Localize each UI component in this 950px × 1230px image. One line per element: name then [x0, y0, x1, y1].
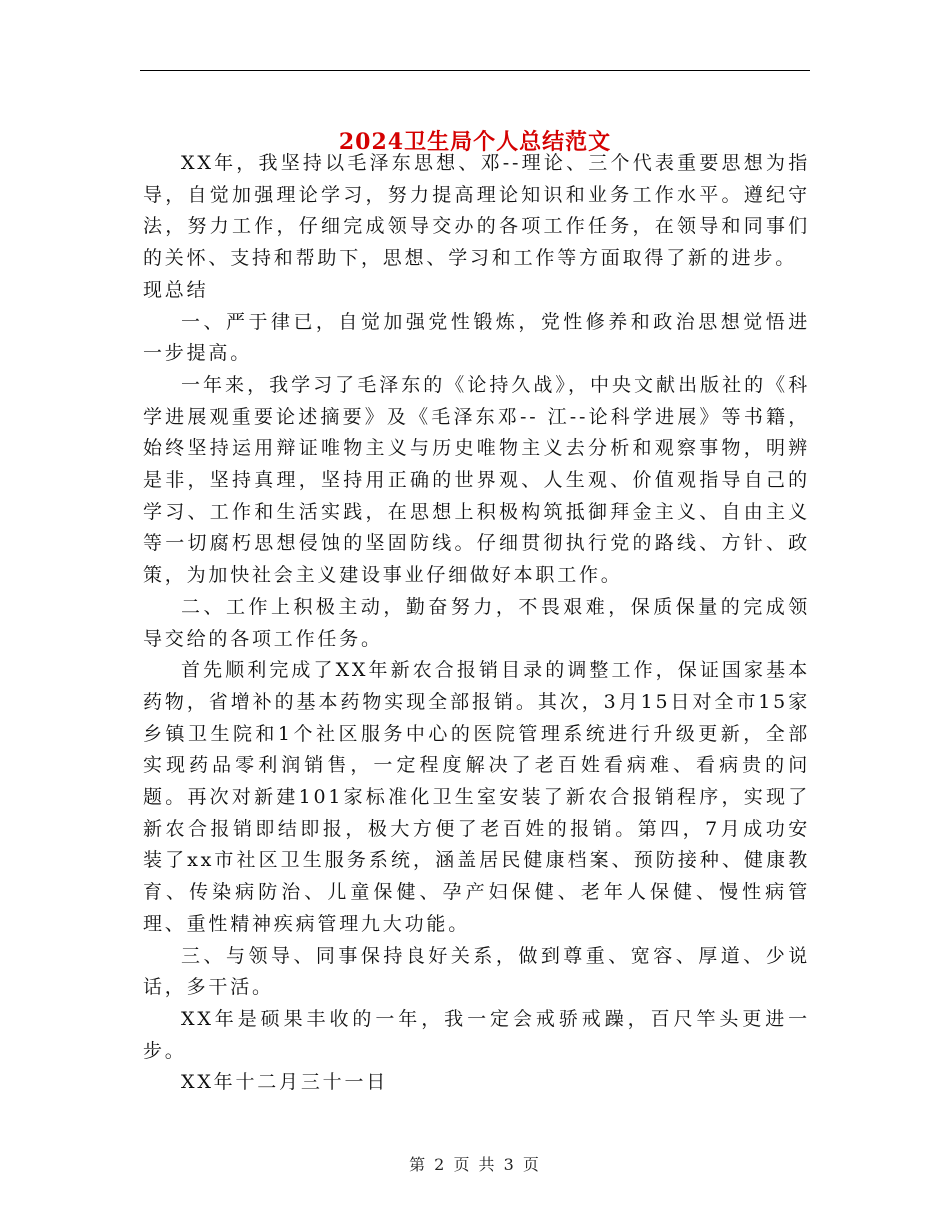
paragraph-closing: XX年是硕果丰收的一年，我一定会戒骄戒躁，百尺竿头更进一步。: [143, 1007, 810, 1062]
paragraph-study: 一年来，我学习了毛泽东的《论持久战》，中央文献出版社的《科学进展观重要论述摘要》及《毛泽东邓-- 江--论科学进展》等书籍，始终坚持运用辩证唯物主义与历史唯物主义去分析和观察事物，明辨是非，坚持真理，坚持用正确的世界观、人生观、价值观指导自己的学习、工作和生活实践，在思想上积极构筑抵御拜金主义、自由主义等一切腐朽思想侵蚀的坚固防线。仔细贯彻执行党的路线、方针、政策，为加快社会主义建设事业仔细做好本职工作。: [143, 373, 810, 587]
header-rule: [140, 70, 810, 71]
paragraph-summary-lead: 现总结: [143, 278, 209, 301]
section-heading-1: 一、严于律已，自觉加强党性锻炼，党性修养和政治思想觉悟进一步提高。: [143, 310, 810, 365]
page-number: 第 2 页 共 3 页: [409, 1155, 541, 1174]
document-body: [143, 148, 810, 1099]
paragraph-date: XX年十二月三十一日: [181, 1071, 389, 1094]
paragraph-work: 首先顺利完成了XX年新农合报销目录的调整工作，保证国家基本药物，省增补的基本药物实现全部报销。其次，3月15日对全市15家乡镇卫生院和1个社区服务中心的医院管理系统进行升级更新，全部实现药品零利润销售，一定程度解决了老百姓看病难、看病贵的问题。再次对新建101家标准化卫生室安装了新农合报销程序，实现了新农合报销即结即报，极大方便了老百姓的报销。第四，7月成功安装了xx市社区卫生服务系统，涵盖居民健康档案、预防接种、健康教育、传染病防治、儿童保健、孕产妇保健、老年人保健、慢性病管理、重性精神疾病管理九大功能。: [143, 659, 810, 935]
page-title: 2024卫生局个人总结范文: [338, 128, 612, 155]
section-heading-3: 三、与领导、同事保持良好关系，做到尊重、宽容、厚道、少说话，多干活。: [143, 944, 810, 999]
section-heading-2: 二、工作上积极主动，勤奋努力，不畏艰难，保质保量的完成领导交给的各项工作任务。: [143, 595, 810, 650]
paragraph-intro: XX年，我坚持以毛泽东思想、邓--理论、三个代表重要思想为指导，自觉加强理论学习，努力提高理论知识和业务工作水平。遵纪守法，努力工作，仔细完成领导交办的各项工作任务，在领导和同事们的关怀、支持和帮助下，思想、学习和工作等方面取得了新的进步。: [143, 152, 810, 270]
